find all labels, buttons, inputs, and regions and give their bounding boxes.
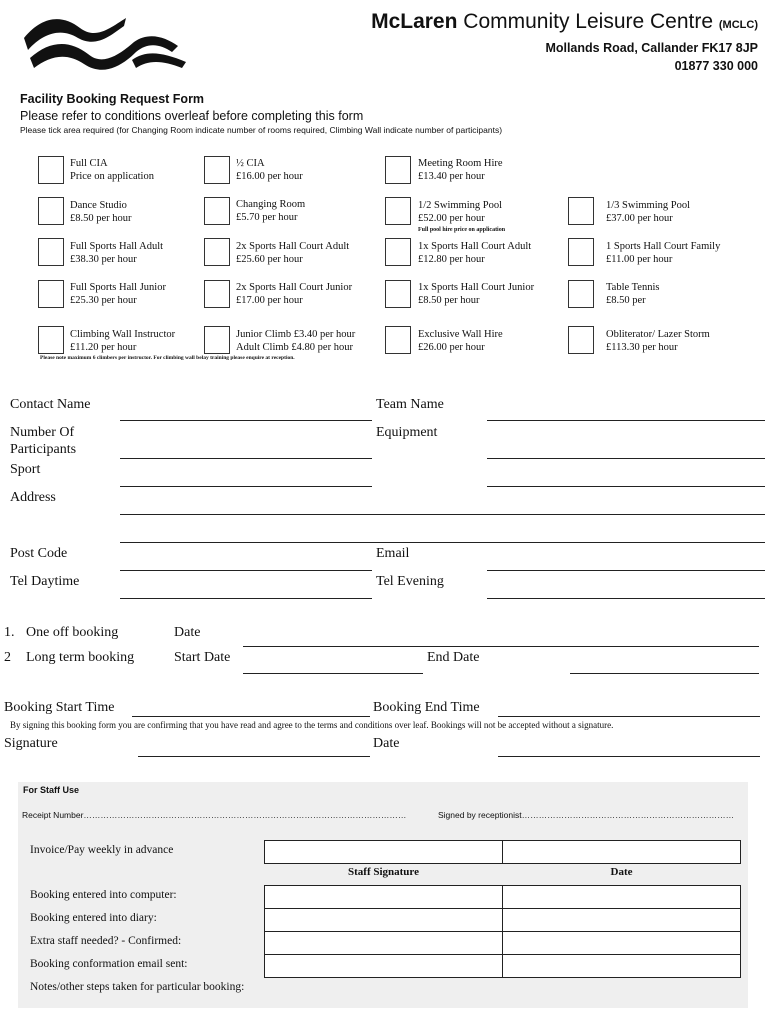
signature-field[interactable] <box>138 756 370 757</box>
label-notes: Notes/other steps taken for particular booking: <box>30 981 245 993</box>
option-2x-court-junior: 2x Sports Hall Court Junior £17.00 per hour <box>236 282 353 306</box>
checkbox-full-hall-junior[interactable] <box>38 280 64 308</box>
checkbox-table-tennis[interactable] <box>568 280 594 308</box>
extra-staff-sig-cell[interactable] <box>264 931 503 955</box>
sig-date-field[interactable] <box>498 756 760 757</box>
checkbox-half-cia[interactable] <box>204 156 230 184</box>
label-number-of: Number Of <box>10 425 75 440</box>
label-participants: Participants <box>10 442 77 457</box>
participants-field[interactable] <box>120 458 372 459</box>
checkbox-1x-court-adult[interactable] <box>385 238 411 266</box>
label-signature: Signature <box>4 736 58 751</box>
org-abbr: (MCLC) <box>718 19 758 31</box>
checkbox-obliterator[interactable] <box>568 326 594 354</box>
label-row-diary: Booking entered into diary: <box>30 912 157 924</box>
label-start-time: Booking Start Time <box>4 700 115 715</box>
form-subtitle: Please refer to conditions overleaf before completing this form <box>20 109 364 123</box>
label-start-date: Start Date <box>174 650 231 665</box>
equipment-field[interactable] <box>487 458 765 459</box>
option-half-pool: 1/2 Swimming Pool £52.00 per hour <box>418 200 503 224</box>
col-date: Date <box>610 866 633 878</box>
receipt-number[interactable]: Receipt Number…………………………………………………………………………………………………… <box>22 810 407 820</box>
label-sig-date: Date <box>373 736 400 751</box>
label-row-extra-staff: Extra staff needed? - Confirmed: <box>30 935 182 947</box>
option-climb-sessions: Junior Climb £3.40 per hour Adult Climb £4.80 per hour <box>236 329 356 353</box>
label-date: Date <box>174 625 201 640</box>
option-third-pool: 1/3 Swimming Pool £37.00 per hour <box>606 200 691 224</box>
org-phone: 01877 330 000 <box>674 59 758 73</box>
address-field-1[interactable] <box>120 514 765 515</box>
signed-by-receptionist[interactable]: Signed by receptionist………………………………………………………………… <box>438 810 735 820</box>
label-row-email-sent: Booking conformation email sent: <box>30 958 188 970</box>
label-end-date: End Date <box>427 650 480 665</box>
team-name-field[interactable] <box>487 420 765 421</box>
org-name: Community Leisure Centre <box>463 10 714 33</box>
invoice-cell-2[interactable] <box>502 840 741 864</box>
col-staff-signature: Staff Signature <box>348 866 419 878</box>
start-time-field[interactable] <box>132 716 370 717</box>
form-title: Facility Booking Request Form <box>20 92 205 106</box>
label-post-code: Post Code <box>10 546 68 561</box>
invoice-cell-1[interactable] <box>264 840 503 864</box>
option-dance-studio: Dance Studio £8.50 per hour <box>70 200 132 224</box>
label-email: Email <box>376 546 410 561</box>
address-field-2[interactable] <box>120 542 765 543</box>
checkbox-exclusive-wall[interactable] <box>385 326 411 354</box>
option-half-cia: ½ CIA £16.00 per hour <box>236 158 303 182</box>
org-address: Mollands Road, Callander FK17 8JP <box>545 41 758 55</box>
label-end-time: Booking End Time <box>373 700 480 715</box>
post-code-field[interactable] <box>120 570 372 571</box>
label-row-computer: Booking entered into computer: <box>30 889 177 901</box>
option-1x-court-junior: 1x Sports Hall Court Junior £8.50 per hour <box>418 282 535 306</box>
label-team-name: Team Name <box>376 397 444 412</box>
label-tel-daytime: Tel Daytime <box>10 574 80 589</box>
checkbox-climbing-instructor[interactable] <box>38 326 64 354</box>
checkbox-full-cia[interactable] <box>38 156 64 184</box>
sport-field[interactable] <box>120 486 372 487</box>
pool-note: Full pool hire price on application <box>418 227 506 233</box>
option-table-tennis: Table Tennis £8.50 per <box>606 282 660 306</box>
checkbox-dance-studio[interactable] <box>38 197 64 225</box>
checkbox-1x-court-junior[interactable] <box>385 280 411 308</box>
org-header <box>371 8 758 75</box>
label-address: Address <box>10 490 56 505</box>
staff-use-panel <box>18 782 748 1008</box>
checkbox-third-pool[interactable] <box>568 197 594 225</box>
option-1x-court-adult: 1x Sports Hall Court Adult £12.80 per hour <box>418 241 532 265</box>
end-date-field[interactable] <box>570 673 759 674</box>
option-court-family: 1 Sports Hall Court Family £11.00 per hour <box>606 241 721 265</box>
tel-daytime-field[interactable] <box>120 598 372 599</box>
contact-name-field[interactable] <box>120 420 372 421</box>
extra-staff-date-cell[interactable] <box>502 931 741 955</box>
consent-text: By signing this booking form you are confirming that you have read and agree to the terms and conditions over leaf. Bookings will not be accepted without a signature. <box>10 720 614 730</box>
mclc-logo <box>22 10 190 88</box>
label-contact-name: Contact Name <box>10 397 91 412</box>
start-date-field[interactable] <box>243 673 423 674</box>
label-invoice: Invoice/Pay weekly in advance <box>30 844 174 856</box>
option-full-cia: Full CIA Price on application <box>70 158 154 182</box>
equipment-field-2[interactable] <box>487 486 765 487</box>
label-sport: Sport <box>10 462 41 477</box>
email-sent-sig-cell[interactable] <box>264 954 503 978</box>
option-2x-court-adult: 2x Sports Hall Court Adult £25.60 per hour <box>236 241 350 265</box>
diary-date-cell[interactable] <box>502 908 741 932</box>
staff-heading: For Staff Use <box>23 785 80 795</box>
form-instruction: Please tick area required (for Changing Room indicate number of rooms required, Climbing Wall indicate number of participants) <box>20 125 503 135</box>
date-field[interactable] <box>243 646 759 647</box>
label-one-off-booking: One off booking <box>26 625 119 640</box>
diary-sig-cell[interactable] <box>264 908 503 932</box>
computer-date-cell[interactable] <box>502 885 741 909</box>
option-meeting-room: Meeting Room Hire £13.40 per hour <box>418 158 503 182</box>
label-one-off-num: 1. <box>4 625 15 640</box>
option-changing-room: Changing Room £5.70 per hour <box>236 199 306 223</box>
label-long-term-num: 2 <box>4 650 11 665</box>
checkbox-court-family[interactable] <box>568 238 594 266</box>
checkbox-changing-room[interactable] <box>204 197 230 225</box>
checkbox-2x-court-junior[interactable] <box>204 280 230 308</box>
checkbox-full-hall-adult[interactable] <box>38 238 64 266</box>
option-full-hall-adult: Full Sports Hall Adult £38.30 per hour <box>70 241 164 265</box>
end-time-field[interactable] <box>498 716 760 717</box>
tel-evening-field[interactable] <box>487 598 765 599</box>
label-long-term-booking: Long term booking <box>26 650 135 665</box>
option-exclusive-wall: Exclusive Wall Hire £26.00 per hour <box>418 329 503 353</box>
option-full-hall-junior: Full Sports Hall Junior £25.30 per hour <box>70 282 166 306</box>
label-tel-evening: Tel Evening <box>376 574 444 589</box>
email-field[interactable] <box>487 570 765 571</box>
org-name-bold: McLaren <box>371 10 458 33</box>
climbing-note: Please note maximum 6 climbers per instructor. For climbing wall belay training please enquire at reception. <box>40 355 295 361</box>
email-sent-date-cell[interactable] <box>502 954 741 978</box>
checkbox-half-pool[interactable] <box>385 197 411 225</box>
checkbox-2x-court-adult[interactable] <box>204 238 230 266</box>
option-climbing-instructor: Climbing Wall Instructor £11.20 per hour <box>70 329 176 353</box>
checkbox-climb-sessions[interactable] <box>204 326 230 354</box>
checkbox-meeting-room[interactable] <box>385 156 411 184</box>
label-equipment: Equipment <box>376 425 438 440</box>
computer-sig-cell[interactable] <box>264 885 503 909</box>
option-obliterator: Obliterator/ Lazer Storm £113.30 per hour <box>606 329 710 353</box>
